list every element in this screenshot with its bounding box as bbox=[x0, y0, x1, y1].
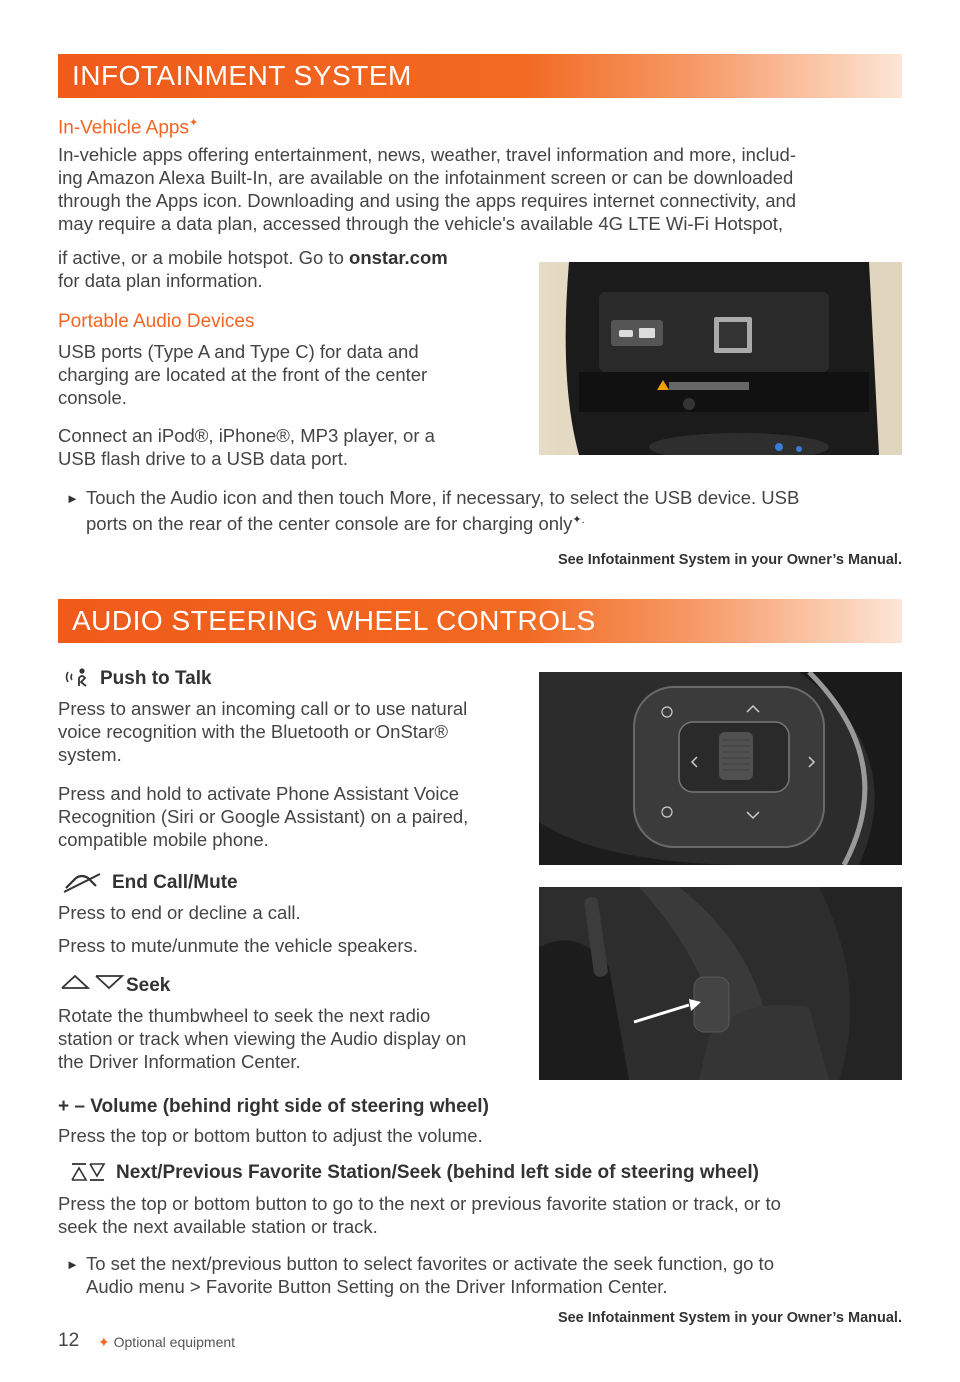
push-to-talk-icon bbox=[64, 666, 90, 688]
bullet-arrow-icon: ► bbox=[66, 491, 79, 506]
portable-line-1: USB ports (Type A and Type C) for data and bbox=[58, 341, 419, 362]
favorite-line-1: Press the top or bottom button to go to the next or previous favorite station or track, or to bbox=[58, 1193, 781, 1214]
end-call-icon bbox=[60, 872, 104, 894]
favorite-heading: Next/Previous Favorite Station/Seek (behind left side of steering wheel) bbox=[116, 1162, 759, 1183]
next-previous-icon bbox=[70, 1162, 106, 1182]
onstar-link[interactable]: onstar.com bbox=[349, 247, 448, 268]
steering-wheel-controls-photo bbox=[539, 672, 902, 865]
optional-mark: ✦ bbox=[188, 117, 199, 129]
ptt-line-2: voice recognition with the Bluetooth or OnStar® bbox=[58, 721, 449, 742]
portable-line-3: console. bbox=[58, 387, 127, 408]
optional-equipment-note: ✦ Optional equipment bbox=[98, 1334, 236, 1350]
seek-heading: Seek bbox=[126, 975, 171, 996]
apps-line-1: In-vehicle apps offering entertainment, news, weather, travel information and more, includ- bbox=[58, 144, 796, 165]
optional-mark: ✦. bbox=[572, 514, 585, 526]
page-number: 12 bbox=[58, 1330, 80, 1351]
lever-buttons-photo bbox=[539, 887, 902, 1080]
volume-heading: + – Volume (behind right side of steering wheel) bbox=[58, 1096, 489, 1117]
audio-steering-banner: AUDIO STEERING WHEEL CONTROLS bbox=[58, 599, 902, 643]
ptt-hold-line-2: Recognition (Siri or Google Assistant) on a paired, bbox=[58, 806, 469, 827]
seek-line-2: station or track when viewing the Audio display on bbox=[58, 1028, 467, 1049]
end-call-line-1: Press to end or decline a call. bbox=[58, 902, 301, 923]
bullet-arrow-icon: ► bbox=[66, 1257, 79, 1272]
usb-bullet-line-2: ports on the rear of the center console are for charging only✦. bbox=[86, 513, 585, 535]
connect-line-2: USB flash drive to a USB data port. bbox=[58, 448, 348, 469]
ptt-hold-line-1: Press and hold to activate Phone Assistant Voice bbox=[58, 783, 460, 804]
ptt-line-1: Press to answer an incoming call or to use natural bbox=[58, 698, 468, 719]
owners-manual-ref-2: See Infotainment System in your Owner’s Manual. bbox=[557, 1310, 902, 1326]
push-to-talk-heading: Push to Talk bbox=[100, 668, 212, 689]
portable-line-2: charging are located at the front of the center bbox=[58, 364, 428, 385]
portable-audio-heading: Portable Audio Devices bbox=[58, 311, 255, 332]
favorite-bullet-line-1: To set the next/previous button to select favorites or activate the seek function, go to bbox=[86, 1253, 774, 1274]
favorite-line-2: seek the next available station or track. bbox=[58, 1216, 378, 1237]
apps-line-5: if active, or a mobile hotspot. Go to onstar.com bbox=[58, 247, 448, 268]
ptt-hold-line-3: compatible mobile phone. bbox=[58, 829, 269, 850]
apps-line-2: ing Amazon Alexa Built-In, are available on the infotainment screen or can be downloaded bbox=[58, 167, 794, 188]
end-call-heading: End Call/Mute bbox=[112, 872, 238, 893]
end-call-line-2: Press to mute/unmute the vehicle speakers. bbox=[58, 935, 418, 956]
ptt-line-3: system. bbox=[58, 744, 122, 765]
seek-line-3: the Driver Information Center. bbox=[58, 1051, 301, 1072]
volume-line: Press the top or bottom button to adjust the volume. bbox=[58, 1125, 483, 1146]
seek-icon bbox=[60, 974, 126, 990]
owners-manual-ref-1: See Infotainment System in your Owner’s Manual. bbox=[557, 552, 902, 568]
in-vehicle-apps-heading: In-Vehicle Apps✦ bbox=[58, 117, 199, 139]
seek-line-1: Rotate the thumbwheel to seek the next radio bbox=[58, 1005, 431, 1026]
apps-line-6: for data plan information. bbox=[58, 270, 263, 291]
apps-line-4: may require a data plan, accessed through the vehicle's available 4G LTE Wi-Fi Hotspot, bbox=[58, 213, 784, 234]
optional-mark: ✦ bbox=[98, 1334, 110, 1350]
usb-bullet-line-1: Touch the Audio icon and then touch More, if necessary, to select the USB device. USB bbox=[86, 487, 800, 508]
apps-line-3: through the Apps icon. Downloading and using the apps requires internet connectivity, and bbox=[58, 190, 797, 211]
infotainment-banner: INFOTAINMENT SYSTEM bbox=[58, 54, 902, 98]
connect-line-1: Connect an iPod®, iPhone®, MP3 player, or a bbox=[58, 425, 435, 446]
usb-ports-photo bbox=[539, 262, 902, 455]
favorite-bullet-line-2: Audio menu > Favorite Button Setting on the Driver Information Center. bbox=[86, 1276, 668, 1297]
